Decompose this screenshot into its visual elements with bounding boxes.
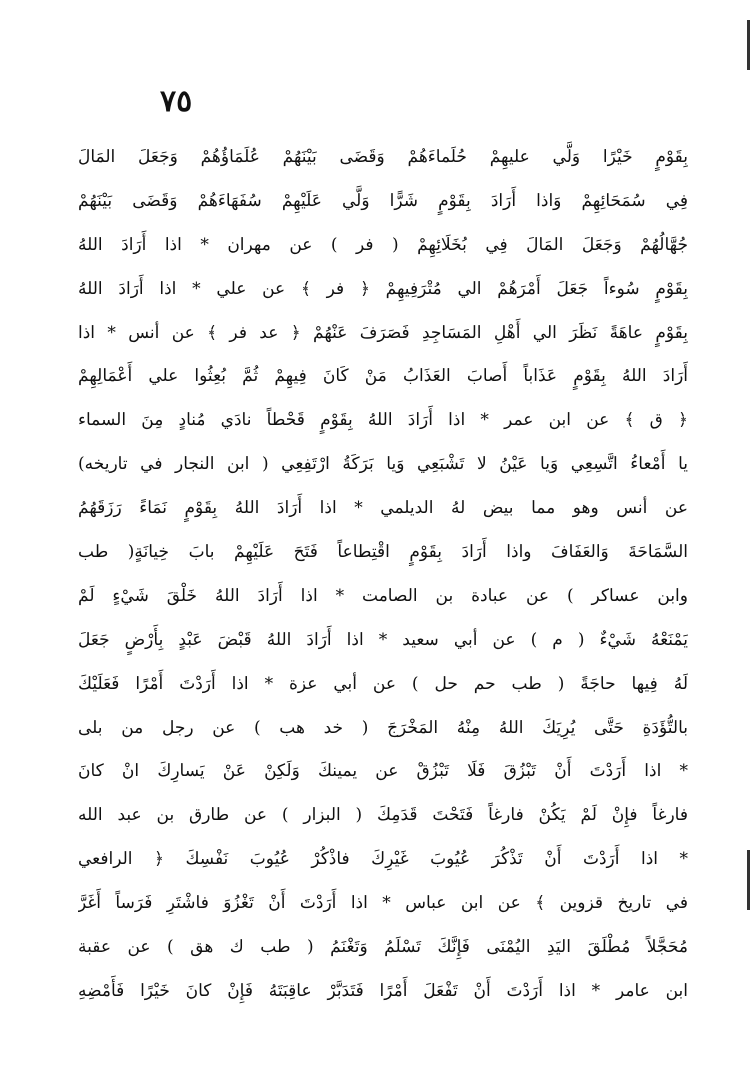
text-line: فارغاً فإِنْ لَمْ يَكُنْ فارغاً فَتَحْتَ قَدَمِكَ ( البزار ) عن طارق بن عبد الله xyxy=(78,805,688,826)
text-line: يا أَمْعاءُ اتَّسِعِي وَيا عَيْنُ لا تَشْبَعِي وَيا بَرَكَةُ ارْتَفِعِي ( ابن النجار في تاريخه) xyxy=(78,454,688,475)
text-line: ﴿ ق ﴾ عن ابن عمر * اذا أَرَادَ اللهُ بِقَوْمٍ قَحْطاً نادَي مُنادٍ مِنَ السماء xyxy=(78,410,688,431)
text-line: في تاريخ قزوين ﴾ عن ابن عباس * اذا أَرَدْتَ أَنْ تَغْزُوَ فاشْتَرِ فَرَساً أَغَرَّ xyxy=(78,893,688,914)
body-text xyxy=(78,136,688,1014)
text-line: * اذا أَرَدْتَ أَنْ تَبْزُقَ فَلَا تَبْزُقْ عن يمينكَ وَلَكِنْ عَنْ يَسارِكَ انْ كانَ xyxy=(78,761,688,782)
text-line: بِقَوْمٍ خَيْرًا وَلَّي عليهِمْ حُلَماءَهُمْ وَقَضَى بَيْنَهُمْ عُلَمَاؤُهُمْ وَجَعَلَ المَالَ xyxy=(78,147,688,167)
text-line: فِي سُمَحَائِهِمْ وَاذا أَرَادَ بِقَوْمٍ شَرًّا وَلَّي عَلَيْهِمْ سُفَهَاءَهُمْ وَقَضَى بَيْنَهُمْ xyxy=(78,190,688,211)
text-line: يَمْنَعْهُ شَيْءٌ ( م ) عن أبي سعيد * اذا أَرَادَ اللهُ قَبْضَ عَبْدٍ بِأَرْضٍ جَعَلَ xyxy=(78,629,688,650)
text-line: بالتُّؤَدَةِ حَتَّى يُرِيَكَ اللهُ مِنْهُ المَخْرَجَ ( خد هب ) عن رجل من بلى xyxy=(78,717,688,738)
text-line: أَرَادَ اللهُ بِقَوْمٍ عَذَاباً أَصابَ العَذَابُ مَنْ كَانَ فِيهِمْ ثُمَّ بُعِثُوا علي أَعْمَالِهِمْ xyxy=(78,366,688,387)
text-line: بِقَوْمٍ عاهَةً نَظَرَ الي أَهْلِ المَسَاجِدِ فَصَرَفَ عَنْهُمْ ﴿ عد فر ﴾ عن أنس * اذا xyxy=(78,322,688,343)
text-line: مُحَجَّلاً مُطْلَقَ اليَدِ اليُمْنَى فَإِنَّكَ تَسْلَمُ وَتَغْنَمُ ( طب ك هق ) عن عقبة xyxy=(78,937,688,958)
text-line: ابن عامر * اذا أَرَدْتَ أَنْ تَفْعَلَ أَمْرًا فَتَدَبَّرْ عاقِبَتَهُ فَإِنْ كانَ خَيْرًا فَأَمْضِهِ xyxy=(78,980,688,1001)
text-line: * اذا أَرَدْتَ أَنْ تَذْكُرَ عُيُوبَ غَيْرِكَ فاذْكُرْ عُيُوبَ نَفْسِكَ ﴿ الرافعي xyxy=(78,849,688,870)
text-line: لَهُ فِيها حاجَةً ( طب حم حل ) عن أبي عزة * اذا أَرَدْتَ أَمْرًا فَعَلَيْكَ xyxy=(78,673,688,694)
text-line: بِقَوْمٍ سُوءاً جَعَلَ أَمْرَهُمْ الي مُتْرَفِيهِمْ ﴿ فر ﴾ عن علي * اذا أَرَادَ اللهُ xyxy=(78,278,688,299)
text-line: وابن عساكر ) عن عبادة بن الصامت * اذا أَرَادَ اللهُ خَلْقَ شَيْءٍ لَمْ xyxy=(78,585,688,606)
text-line: السَّمَاحَةَ وَالعَفَافَ واذا أَرَادَ بِقَوْمٍ اقْتِطاعاً فَتَحَ عَلَيْهِمْ بابَ خِيانَةٍ( طب xyxy=(78,542,688,563)
page-number: ٧٥ xyxy=(160,84,193,119)
text-line: عن أنس وهو مما بيض لهُ الديلمي * اذا أَرَادَ اللهُ بِقَوْمٍ نَمَاءً رَزَقَهُمُ xyxy=(78,498,688,519)
text-line: جُهَّالُهُمْ وَجَعَلَ المَالَ فِي بُخَلَائِهِمْ ( فر ) عن مهران * اذا أَرَادَ اللهُ xyxy=(78,234,688,255)
